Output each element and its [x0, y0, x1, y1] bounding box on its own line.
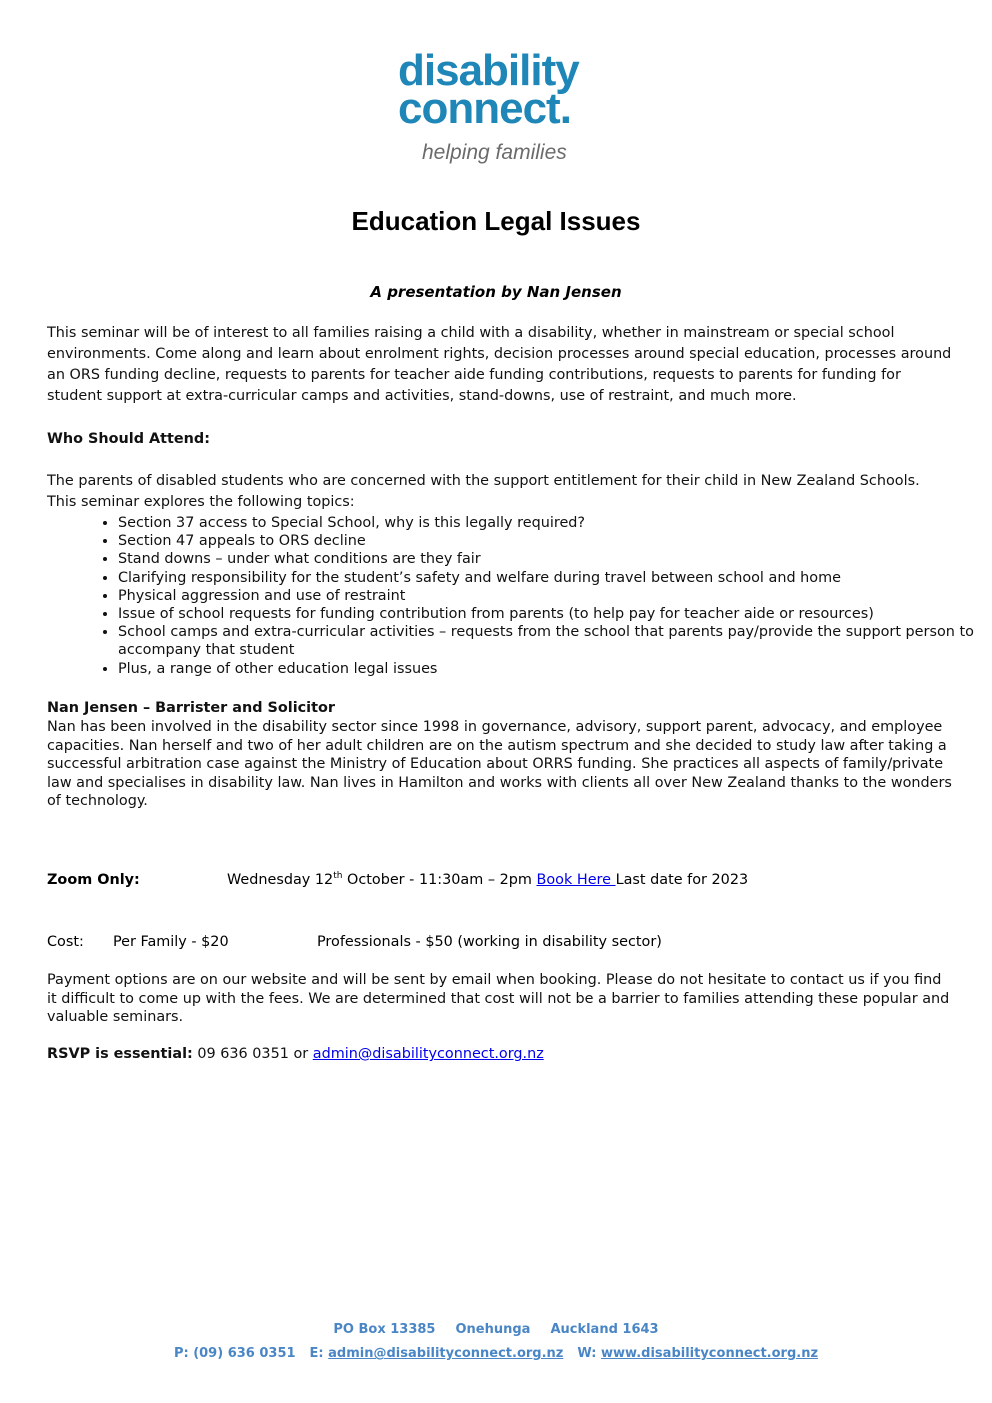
who-should-attend-heading: Who Should Attend: [47, 431, 210, 447]
zoom-date-suffix-sup: th [333, 871, 343, 882]
zoom-date-prefix: Wednesday 12 [227, 872, 334, 888]
logo-line-1: disability [398, 46, 579, 95]
last-date-text: Last date for 2023 [615, 872, 749, 888]
footer-po-box: PO Box 13385 [333, 1322, 436, 1337]
footer-city: Auckland 1643 [550, 1322, 659, 1337]
footer-phone: P: (09) 636 0351 [173, 1346, 296, 1361]
rsvp-line [47, 1044, 952, 1065]
page-title: Education Legal Issues [351, 206, 641, 236]
page-subtitle: A presentation by Nan Jensen [370, 283, 622, 301]
footer-web-label: W: [577, 1346, 602, 1361]
list-item: • Plus, a range of other education legal issues [118, 660, 992, 678]
disability-connect-logo [398, 46, 598, 133]
cost-family: Per Family - $20 [113, 934, 229, 950]
list-item: • Issue of school requests for funding contribution from parents (to help pay for teacher aide or resources) [118, 605, 992, 623]
rsvp-email-link[interactable]: admin@disabilityconnect.org.nz [312, 1046, 544, 1062]
zoom-label: Zoom Only: [47, 872, 140, 888]
rsvp-label: RSVP is essential: [47, 1046, 193, 1062]
payment-paragraph: Payment options are on our website and will be sent by email when booking. Please do not hesitate to contact us if you find it difficult to come up with the fees. We are determined that cost will not be a barrier to families attending these popular and valuable seminars. [47, 972, 950, 1025]
intro-paragraph: This seminar will be of interest to all families raising a child with a disability, whether in mainstream or special school environments. Come along and learn about enrolment rights, decision processes around special education, processes around an ORS funding decline, requests to parents for teacher aide funding contributions, requests to parents for funding for student support at extra-curricular camps and activities, stand-downs, use of restraint, and much more. [47, 325, 952, 404]
zoom-time: October - 11:30am – 2pm [342, 872, 537, 888]
cost-label: Cost: [47, 934, 84, 950]
footer-web-link[interactable]: www.disabilityconnect.org.nz [601, 1346, 819, 1361]
footer-suburb: Onehunga [455, 1322, 531, 1337]
book-here-link[interactable]: Book Here [536, 872, 616, 888]
footer-address [0, 1322, 992, 1337]
footer-contact [0, 1346, 992, 1361]
list-item: • Section 37 access to Special School, why is this legally required? [118, 514, 992, 532]
list-item: • School camps and extra-curricular activities – requests from the school that parents pay/provide the support person to accompany that student [118, 623, 992, 659]
presenter-bio: Nan has been involved in the disability sector since 1998 in governance, advisory, support parent, advocacy, and employee capacities. Nan herself and two of her adult children are on the autism spectrum and she decided to study law after taking a successful arbitration case against the Ministry of Education about ORRS funding. She practices all aspects of family/private law and specialises in disability law. Nan lives in Hamilton and works with clients all over New Zealand thanks to the wonders of technology. [47, 719, 952, 809]
who-should-attend-text: The parents of disabled students who are concerned with the support entitlement for their child in New Zealand Schools. This seminar explores the following topics: [47, 473, 920, 510]
footer-email-link[interactable]: admin@disabilityconnect.org.nz [328, 1346, 564, 1361]
list-item: • Stand downs – under what conditions are they fair [118, 550, 992, 568]
rsvp-phone: 09 636 0351 or [192, 1046, 313, 1062]
zoom-details [227, 870, 748, 891]
cost-professionals: Professionals - $50 (working in disability sector) [317, 934, 662, 950]
list-item: • Section 47 appeals to ORS decline [118, 532, 992, 550]
list-item: • Physical aggression and use of restraint [118, 587, 992, 605]
logo-tagline: helping families [422, 141, 567, 164]
list-item: • Clarifying responsibility for the student’s safety and welfare during travel between school and home [118, 569, 992, 587]
topics-list [47, 514, 992, 678]
logo-line-2: connect. [398, 84, 571, 133]
presenter-heading: Nan Jensen – Barrister and Solicitor [47, 700, 335, 716]
footer-email-label: E: [309, 1346, 329, 1361]
